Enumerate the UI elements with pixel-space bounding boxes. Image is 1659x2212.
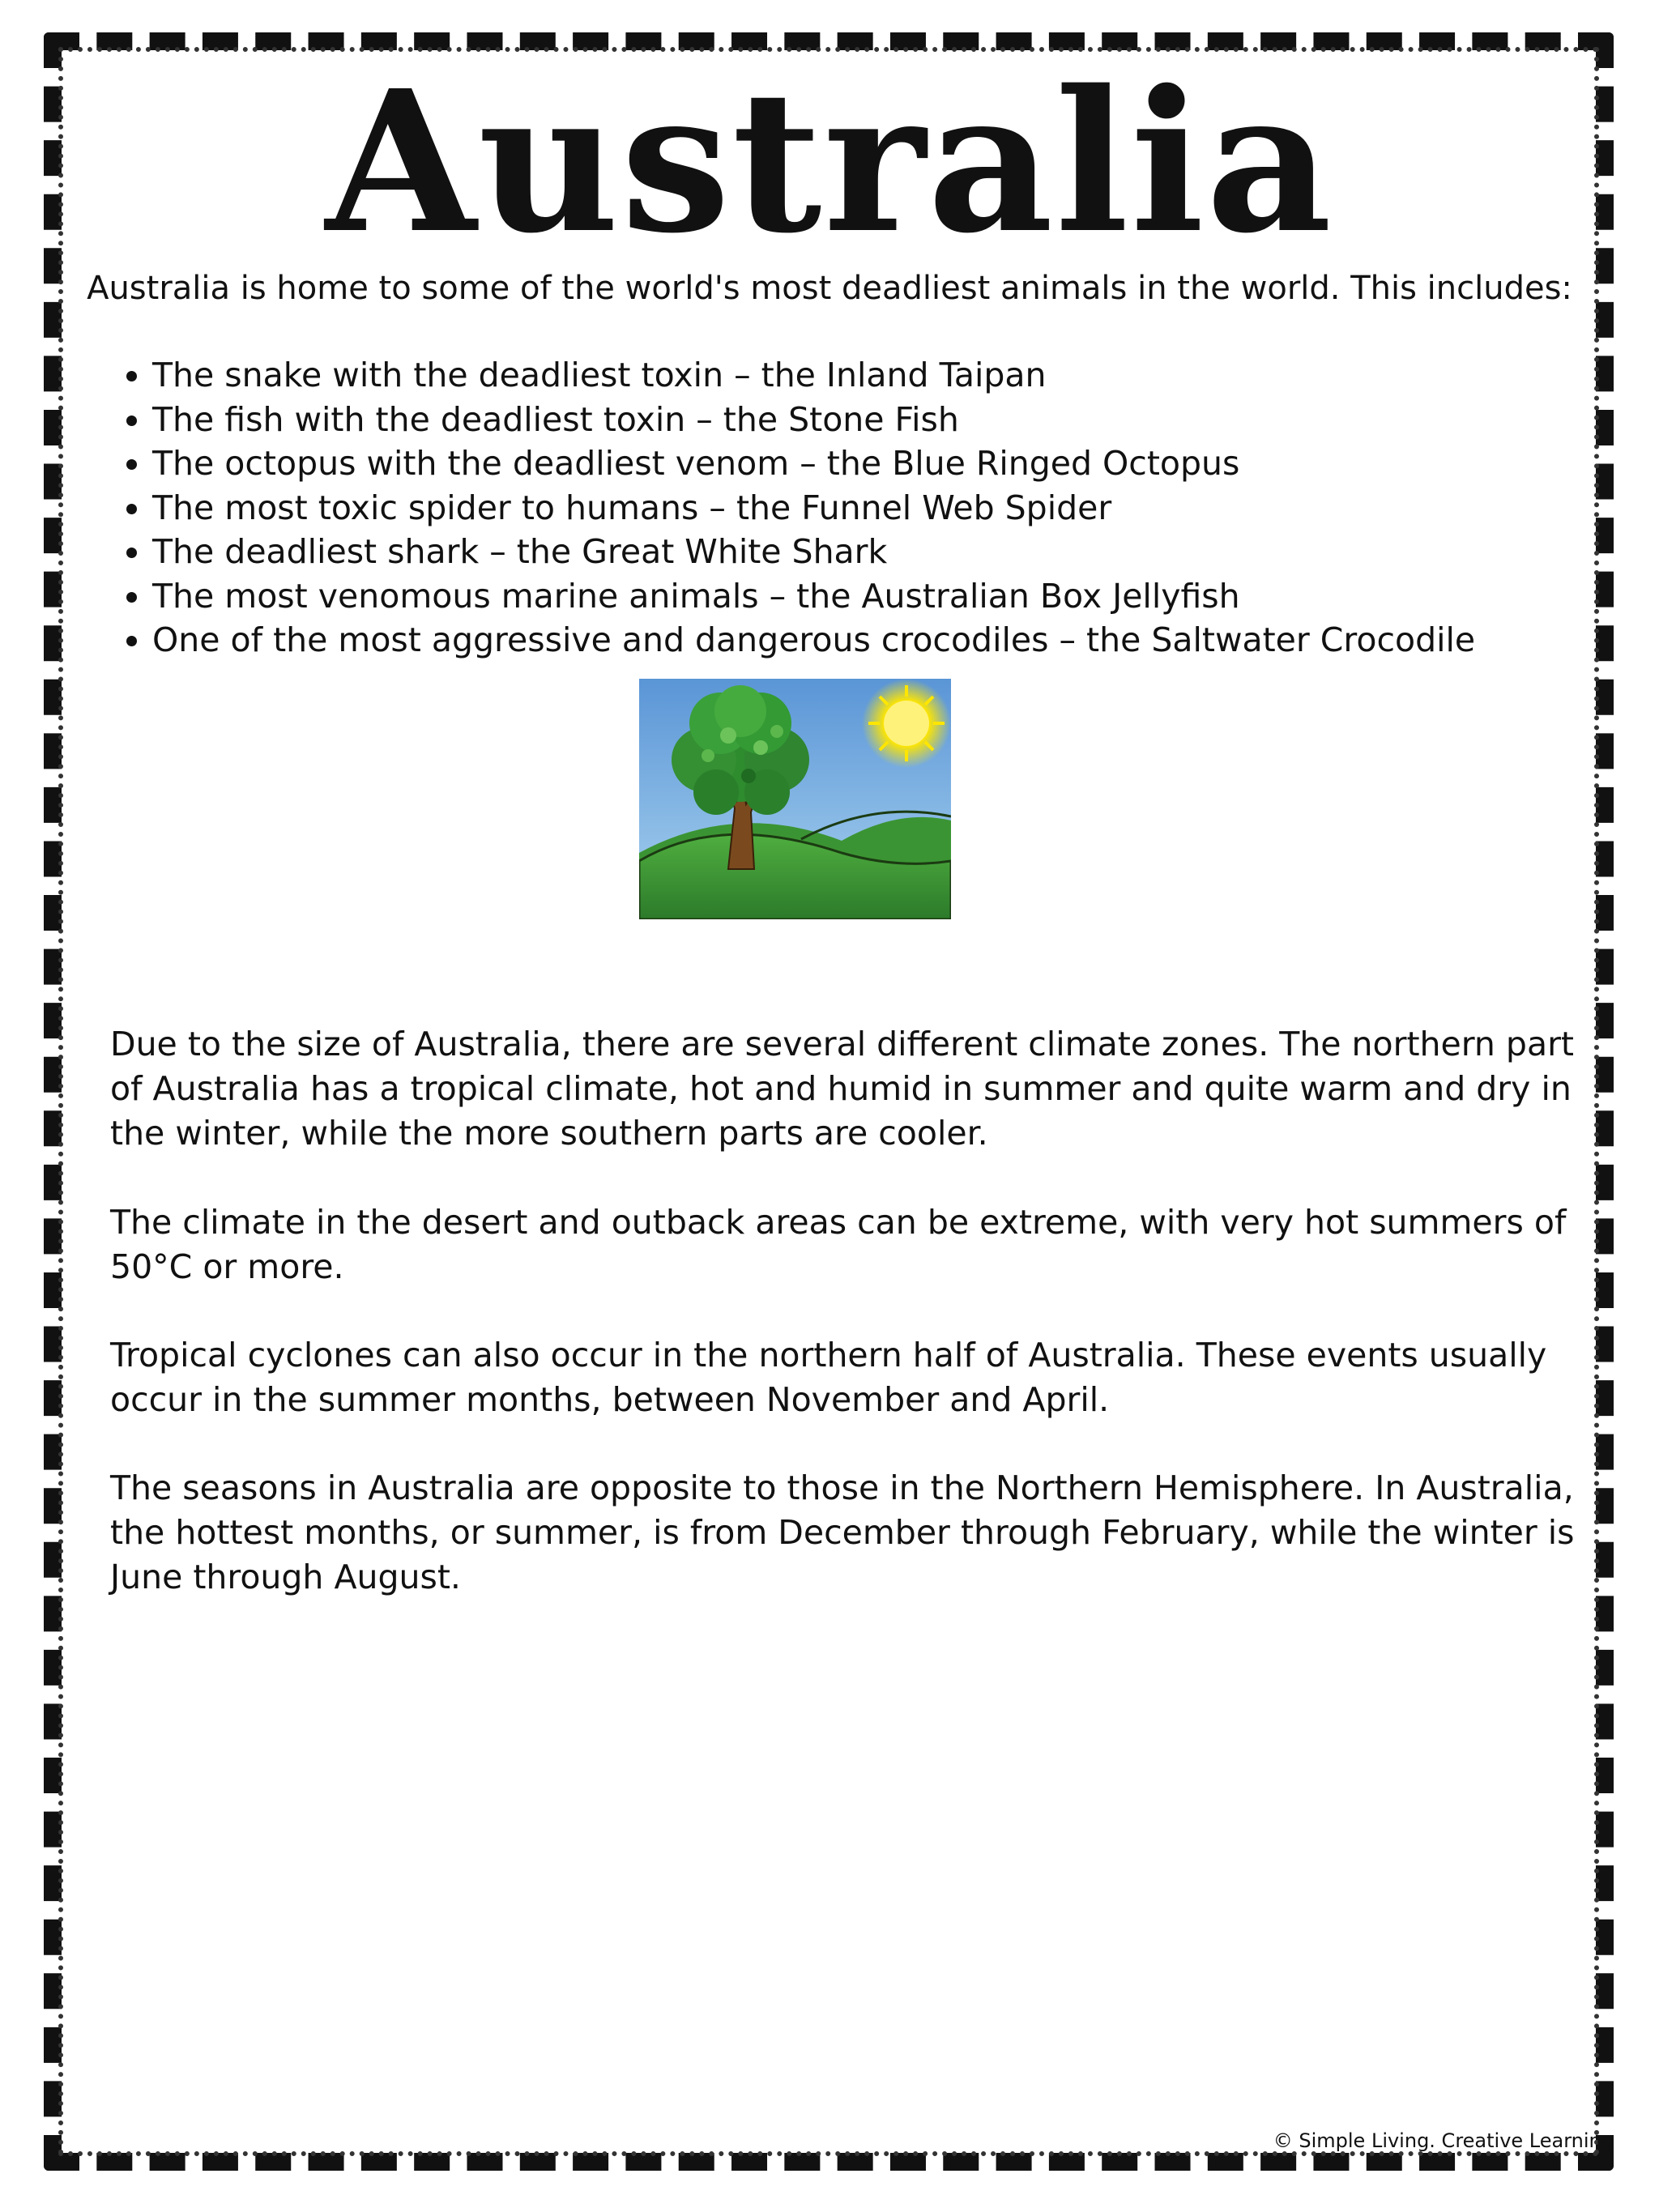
copyright-notice: © Simple Living. Creative Learning	[1273, 2129, 1614, 2152]
climate-paragraph: Due to the size of Australia, there are several different climate zones. The northern part of Australia has a tropical climate, hot and humid in summer and quite warm and dry in the winter, while the more southern parts are cooler.	[110, 1025, 1575, 1153]
list-item: • The fish with the deadliest toxin – the Stone Fish	[152, 398, 1610, 442]
list-item: • The octopus with the deadliest venom – the Blue Ringed Octopus	[152, 441, 1610, 486]
sun-icon	[884, 701, 929, 746]
list-item: • The most toxic spider to humans – the Funnel Web Spider	[152, 486, 1610, 531]
deadly-animals-list	[113, 353, 1610, 663]
cyclones-paragraph: Tropical cyclones can also occur in the northern half of Australia. These events usually occur in the summer months, between November and April.	[110, 1336, 1547, 1419]
desert-paragraph: The climate in the desert and outback areas can be extreme, with very hot summers of 50°C or more.	[110, 1203, 1567, 1286]
list-item: • One of the most aggressive and dangerous crocodiles – the Saltwater Crocodile	[152, 618, 1610, 663]
page-title: Australia	[325, 48, 1334, 276]
intro-text: Australia is home to some of the world's most deadliest animals in the world. This includes:	[87, 270, 1572, 307]
list-item: • The snake with the deadliest toxin – the Inland Taipan	[152, 353, 1610, 398]
seasons-paragraph: The seasons in Australia are opposite to those in the Northern Hemisphere. In Australia, the hottest months, or summer, is from December through February, while the winter is June through August.	[110, 1468, 1575, 1596]
list-item: • The deadliest shark – the Great White Shark	[152, 530, 1610, 574]
tree-landscape-icon	[639, 679, 951, 919]
list-item: • The most venomous marine animals – the Australian Box Jellyfish	[152, 574, 1610, 619]
